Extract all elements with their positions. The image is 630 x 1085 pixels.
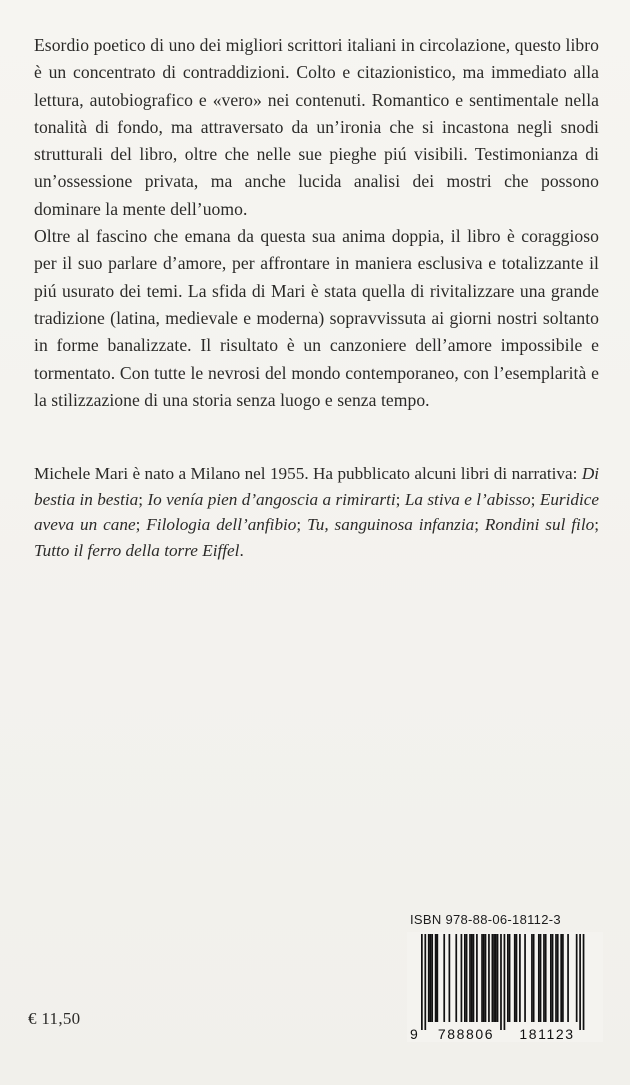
author-bio-intro: Michele Mari è nato a Milano nel 1955. Ha pubblicato alcuni libri di narrativa: [34,464,582,483]
isbn-barcode [407,912,603,1042]
isbn-label: ISBN 978-88-06-18112-3 [410,912,561,927]
barcode-bar [431,934,433,1022]
barcode-bar [531,934,533,1022]
barcode-bar [488,934,490,1022]
barcode-bar [483,934,485,1022]
barcode-bar [507,934,509,1022]
barcode-bar [436,934,438,1022]
title-separator: ; [138,489,148,509]
barcode-bar [567,934,569,1022]
barcode-bar [562,934,564,1022]
barcode-bar [492,934,494,1022]
barcode-bar [576,934,578,1022]
author-bio-paragraph [34,461,599,563]
book-title-4: Euridice aveva un cane [34,489,600,535]
title-separator: ; [530,489,540,509]
barcode-bar [476,934,478,1022]
barcode-bar [560,934,562,1022]
barcode-bar [545,934,547,1022]
book-title-6: Tu, sanguinosa infanzia [307,515,475,535]
barcode-bar [461,934,463,1022]
barcode-bar [550,934,552,1022]
barcode-bar [514,934,516,1022]
blurb-text [34,32,599,414]
title-separator: ; [296,515,308,535]
barcode-bar [557,934,559,1022]
barcode-bar [493,934,495,1022]
barcode-bar [495,934,497,1022]
barcode-bar [538,934,540,1022]
book-title-7: Rondini sul filo [484,515,595,535]
barcode-bar [469,934,471,1022]
book-title-1: Di bestia in bestia [34,464,599,509]
barcode-guard-bar [579,934,581,1030]
book-title-2: Io venía pien d’angoscia a rimirarti [147,489,396,509]
book-title-5: Filologia dell’anfibio [146,515,297,535]
title-separator: ; [474,515,485,535]
barcode-bar [485,934,487,1022]
barcode-bar [466,934,468,1022]
blurb-paragraph-1: Esordio poetico di uno dei migliori scrittori italiani in circolazione, questo libro è un concentrato di contraddizioni. Colto e citazionistico, ma immediato alla lettura, autobiografico e «vero» nei contenuti. Romantico e sentimentale nella tonalità di fondo, ma attraversato da un’ironia che si incastona negli snodi strutturali del libro, oltre che nelle sue pieghe piú visibili. Testimonianza di un’ossessione privata, ma anche lucida analisi dei mostri che possono dominare la mente dell’uomo. [34,35,599,219]
barcode-guard-bar [500,934,502,1030]
book-title-3: La stiva e l’abisso [404,489,531,509]
barcode-bar [533,934,535,1022]
barcode-bar [555,934,557,1022]
barcode-bar [509,934,511,1022]
barcode-bar [552,934,554,1022]
barcode-bar [519,934,521,1022]
author-bio-ending: . [239,540,244,560]
barcode-bar [473,934,475,1022]
barcode-bar [464,934,466,1022]
barcode-graphic [407,932,603,1042]
barcode-bar [497,934,499,1022]
barcode-guard-bar [504,934,506,1030]
barcode-bar [540,934,542,1022]
blurb-paragraph-2: Oltre al fascino che emana da questa sua anima doppia, il libro è coraggioso per il suo parlare d’amore, per affrontare in maniera esclusiva e totalizzante il piú usurato dei temi. La sfida di Mari è stata quella di rivitalizzare una grande tradizione (latina, medievale e moderna) sopravvissuta ai giorni nostri soltanto in forme banalizzate. Il risultato è un canzoniere dell’amore impossibile e tormentato. Con tutte le nevrosi del mondo contemporaneo, con l’esemplarità e la stilizzazione di una storia senza luogo e senza tempo. [34,226,599,410]
book-title-8: Tutto il ferro della torre Eiffel [34,540,240,560]
barcode-digits-left: 788806 [437,1026,495,1042]
price-label: € 11,50 [28,1009,81,1028]
barcode-bar [471,934,473,1022]
barcode-guard-bar [421,934,423,1030]
barcode-bar [435,934,437,1022]
barcode-bar [524,934,526,1022]
barcode-bar [443,934,445,1022]
author-bio [34,461,599,563]
barcode-bar [449,934,451,1022]
barcode-bar [481,934,483,1022]
barcode-guard-bar [583,934,585,1030]
title-separator: ; [395,489,405,509]
title-separator: ; [135,515,147,535]
barcode-guard-bar [424,934,426,1030]
barcode-digit-first: 9 [410,1026,418,1042]
barcode-bar [430,934,432,1022]
barcode-bar [455,934,457,1022]
title-separator: ; [594,515,599,535]
barcode-bar [516,934,518,1022]
barcode-digits-right: 181123 [519,1026,575,1042]
barcode-bar [543,934,545,1022]
barcode-bar [428,934,430,1022]
